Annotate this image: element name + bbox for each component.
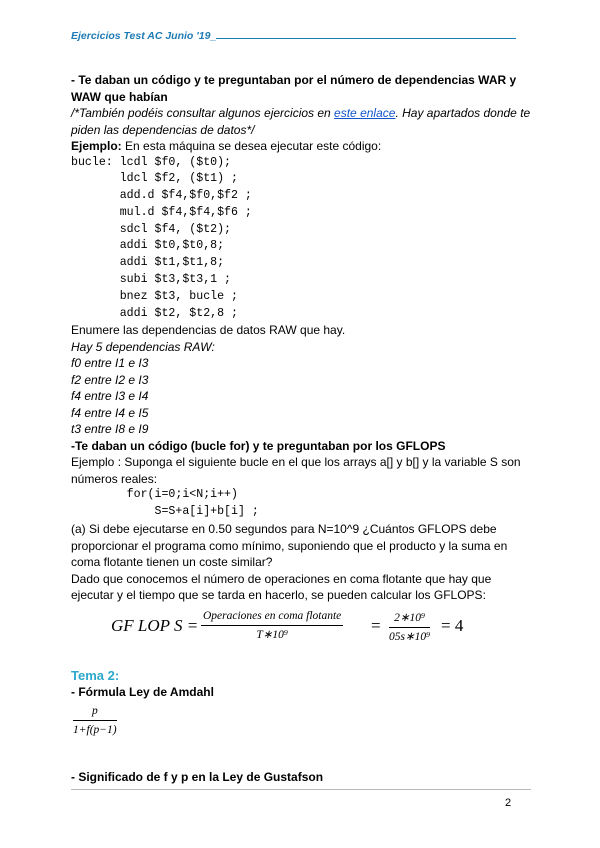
formula-equals: = — [371, 615, 381, 635]
code-line: S=S+a[i]+b[i] ; — [71, 505, 259, 519]
example-text: En esta máquina se desea ejecutar este código: — [121, 139, 382, 153]
formula-fraction-1 — [201, 608, 343, 644]
gflops-explanation: Dado que conocemos el número de operaciones en coma flotante que hay que ejecutar y el tiempo que se tarda en hacerlo, se pueden calcular los GFLOPS: — [71, 571, 492, 603]
answer-line: t3 entre I8 e I9 — [71, 422, 149, 437]
formula-fraction-2-denominator: 05s∗10⁹ — [389, 631, 431, 644]
footer-divider — [71, 789, 531, 790]
answer-line: f4 entre I4 e I5 — [71, 405, 149, 420]
section2-heading: -Te daban un código (bucle for) y te preguntaban por los GFLOPS — [71, 438, 446, 453]
code-line: bucle: lcdl $f0, ($t0); — [71, 155, 232, 169]
code-block-1 — [71, 155, 531, 323]
gflops-formula — [71, 606, 531, 652]
section1-note — [71, 105, 531, 138]
example-line — [71, 138, 531, 155]
note-link[interactable]: este enlace — [334, 106, 396, 120]
formula-lhs: GF LOP S = — [111, 615, 199, 635]
code-line: addi $t0,$t0,8; — [71, 239, 225, 253]
formula-result: = 4 — [441, 615, 464, 635]
amdahl-denominator: 1+f(p−1) — [73, 724, 117, 737]
raw-answer — [71, 339, 531, 438]
page-header — [71, 29, 516, 42]
header-rule — [216, 29, 516, 39]
code-line: sdcl $f4, ($t2); — [71, 222, 232, 236]
code-line: ldcl $f2, ($t1) ; — [71, 172, 238, 186]
amdahl-formula — [73, 703, 133, 735]
answer-line: f0 entre I1 e I3 — [71, 356, 149, 371]
raw-question: Enumere las dependencias de datos RAW que hay. — [71, 323, 346, 338]
gflops-question: (a) Si debe ejecutarse en 0.50 segundos para N=10^9 ¿Cuántos GFLOPS debe proporcionar el programa como mínimo, suponiendo que el producto y la suma en coma flotante tienen un coste similar? — [71, 522, 508, 570]
amdahl-numerator: p — [73, 703, 117, 722]
tema2-title: Tema 2: — [71, 667, 120, 683]
formula-fraction-1-denominator: T∗10⁹ — [256, 629, 288, 642]
code-line: addi $t2, $t2,8 ; — [71, 306, 238, 320]
gustafson-heading: - Significado de f y p en la Ley de Gustafson — [71, 769, 324, 784]
amdahl-heading: - Fórmula Ley de Amdahl — [71, 685, 214, 700]
formula-fraction-1-numerator: Operaciones en coma flotante — [201, 608, 343, 627]
code-block-2 — [71, 487, 531, 521]
page-content — [71, 72, 531, 785]
code-line: mul.d $f4,$f4,$f6 ; — [71, 205, 252, 219]
note-before: /*También podéis consultar algunos ejercicios en — [71, 106, 335, 120]
amdahl-fraction — [73, 703, 117, 739]
section2-intro: Ejemplo : Suponga el siguiente bucle en el que los arrays a[] y b[] y la variable S son números reales: — [71, 455, 521, 486]
example-label: Ejemplo: — [71, 139, 122, 153]
formula-fraction-2-numerator: 2∗10⁹ — [389, 610, 430, 629]
answer-line: f4 entre I3 e I4 — [71, 389, 149, 404]
page-number: 2 — [505, 797, 512, 809]
note-after: . Hay apartados donde te piden las dependencias de datos*/ — [71, 106, 531, 137]
section1-heading: - Te daban un código y te preguntaban por el número de dependencias WAR y WAW que habían — [71, 73, 517, 104]
code-line: bnez $t3, bucle ; — [71, 289, 238, 303]
code-line: addi $t1,$t1,8; — [71, 256, 225, 270]
code-line: subi $t3,$t3,1 ; — [71, 273, 232, 287]
formula-fraction-2 — [389, 610, 430, 646]
answer-line: Hay 5 dependencias RAW: — [71, 339, 215, 354]
code-line: for(i=0;i<N;i++) — [71, 488, 238, 502]
answer-line: f2 entre I2 e I3 — [71, 372, 149, 387]
code-line: add.d $f4,$f0,$f2 ; — [71, 189, 252, 203]
header-title: Ejercicios Test AC Junio '19_ — [71, 30, 217, 42]
